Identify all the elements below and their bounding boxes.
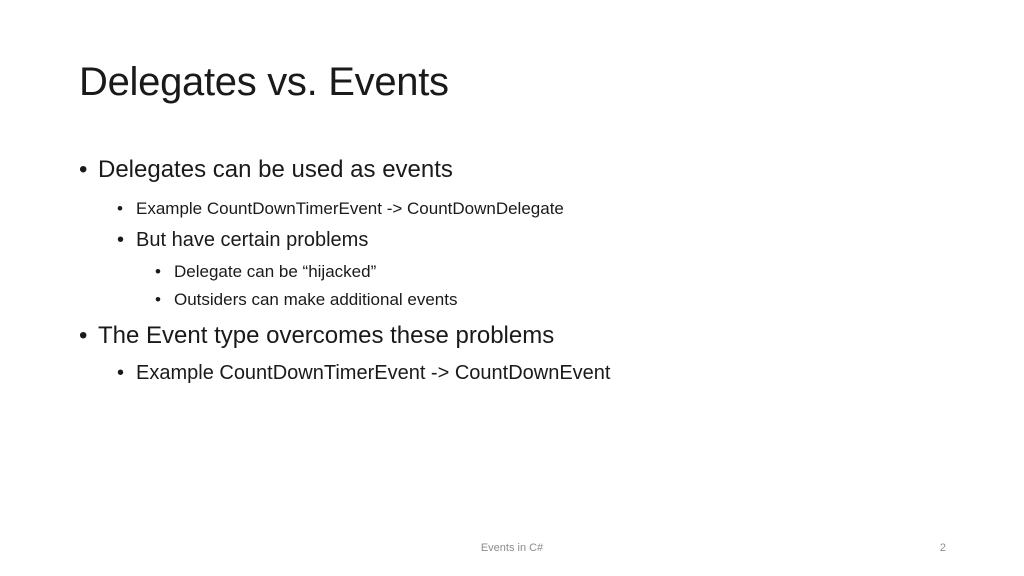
bullet-level1 (79, 156, 453, 184)
bullet-level3 (155, 290, 458, 310)
bullet-dot-icon: • (79, 156, 88, 183)
bullet-level2 (117, 199, 564, 219)
bullet-text: But have certain problems (136, 229, 369, 251)
bullet-dot-icon: • (155, 290, 161, 309)
bullet-dot-icon: • (79, 322, 88, 349)
footer-title: Events in C# (480, 542, 544, 554)
bullet-dot-icon: • (117, 199, 123, 218)
bullet-dot-icon: • (117, 229, 125, 251)
bullet-text: Example CountDownTimerEvent -> CountDownDelegate (136, 199, 564, 218)
bullet-text: Example CountDownTimerEvent -> CountDownEvent (136, 362, 611, 384)
bullet-text: The Event type overcomes these problems (98, 322, 555, 349)
bullet-text: Outsiders can make additional events (174, 290, 458, 309)
bullet-level1 (79, 322, 554, 350)
bullet-dot-icon: • (155, 262, 161, 281)
slide-title: Delegates vs. Events (79, 60, 449, 104)
page-number: 2 (939, 542, 946, 554)
bullet-dot-icon: • (117, 362, 125, 384)
bullet-text: Delegates can be used as events (98, 156, 453, 183)
bullet-level3 (155, 262, 376, 282)
bullet-level2 (117, 229, 368, 252)
bullet-level2 (117, 362, 610, 385)
bullet-text: Delegate can be “hijacked” (174, 262, 377, 281)
